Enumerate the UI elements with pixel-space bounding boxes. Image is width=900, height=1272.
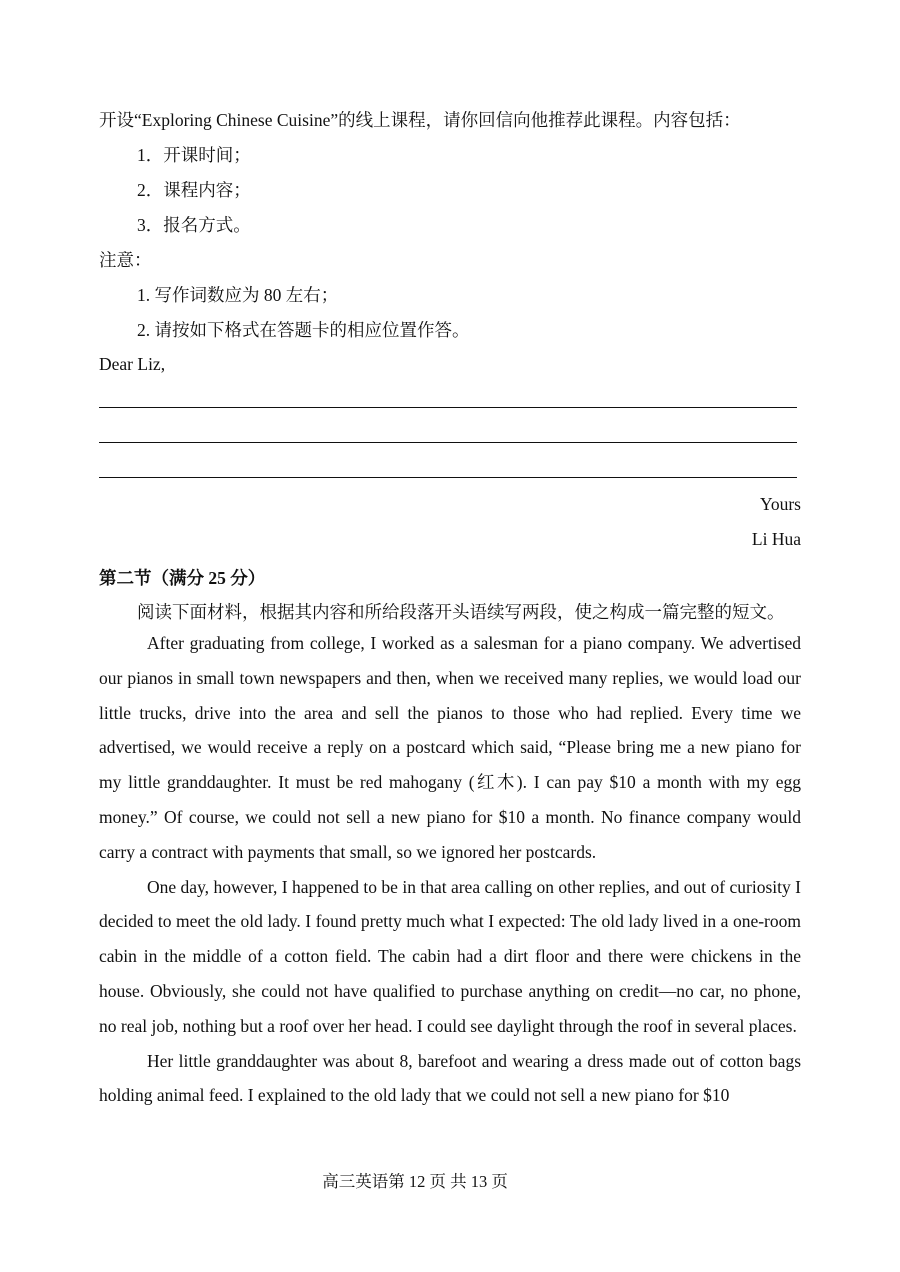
answer-line-3 [99, 477, 797, 478]
section-instruction: 阅读下面材料，根据其内容和所给段落开头语续写两段，使之构成一篇完整的短文。 [137, 602, 785, 622]
page-footer: 高三英语第 12 页 共 13 页 [322, 1172, 508, 1191]
story-paragraph-1: After graduating from college, I worked as a salesman for a piano company. We advertised our pianos in small town newspapers and then, when we received many replies, we would load our little trucks, drive into the area and sell the pianos to those who had replied. Every time we advertised, we would receive a reply on a postcard which said, “Please bring me a new piano for my little granddaughter. It must be red mahogany (红木). I can pay $10 a month with my egg money.” Of course, we could not sell a new piano for $10 a month. No finance company would carry a contract with payments that small, so we ignored her postcards. [99, 633, 801, 862]
note-label: 注意： [99, 250, 152, 270]
point-1: 1．开课时间； [137, 145, 251, 165]
note-2: 2. 请按如下格式在答题卡的相应位置作答。 [137, 320, 470, 340]
section-heading: 第二节（满分 25 分） [99, 568, 266, 588]
story-text [99, 626, 801, 1113]
answer-line-1 [99, 407, 797, 408]
signature: Li Hua [751, 529, 801, 549]
closing: Yours [759, 494, 801, 514]
task-intro: 开设“Exploring Chinese Cuisine”的线上课程，请你回信向他推荐此课程。内容包括： [99, 110, 741, 130]
note-1: 1. 写作词数应为 80 左右； [137, 285, 339, 305]
point-3: 3．报名方式。 [137, 215, 251, 235]
story-paragraph-2: One day, however, I happened to be in that area calling on other replies, and out of curiosity I decided to meet the old lady. I found pretty much what I expected: The old lady lived in a one-room cabin in the middle of a cotton field. The cabin had a dirt floor and there were chickens in the house. Obviously, she could not have qualified to purchase anything on credit—no car, no phone, no real job, nothing but a roof over her head. I could see daylight through the roof in several places. [99, 876, 801, 1036]
story-paragraph-3: Her little granddaughter was about 8, barefoot and wearing a dress made out of cotton bags holding animal feed. I explained to the old lady that we could not sell a new piano for $10 [99, 1050, 801, 1106]
point-2: 2．课程内容； [137, 180, 251, 200]
answer-line-2 [99, 442, 797, 443]
salutation: Dear Liz, [99, 354, 166, 374]
